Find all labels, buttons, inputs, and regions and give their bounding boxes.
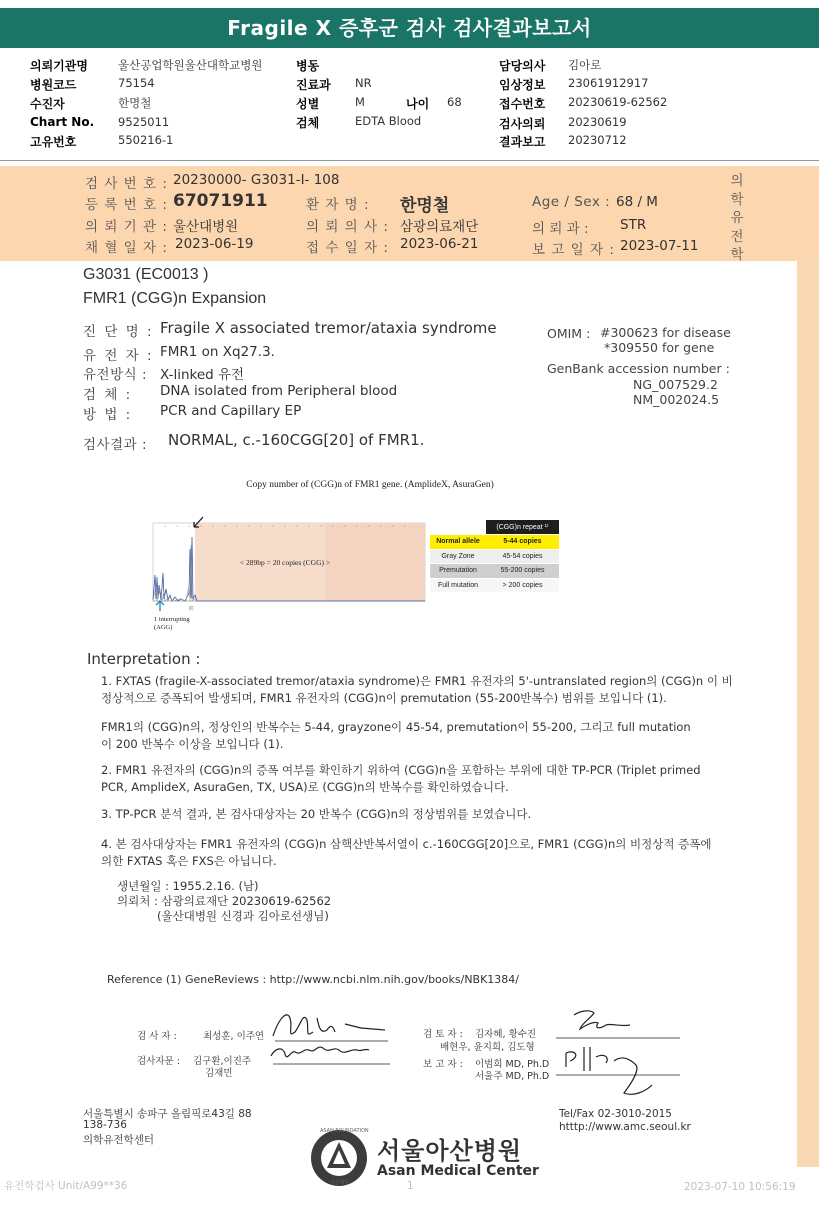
clinical-info-value: 23061912917: [568, 76, 649, 90]
test-no-label: 검 사 번 호 :: [85, 176, 168, 192]
hospital-code-label: 병원코드: [30, 78, 77, 92]
vertical-char: 전: [730, 228, 744, 245]
page-number: 1: [407, 1180, 414, 1192]
chart-no-value: 9525011: [118, 115, 170, 129]
dept-vertical-label: [727, 172, 747, 265]
request-date-label: 검사의뢰: [499, 117, 546, 131]
genbank-label: GenBank accession number :: [547, 361, 730, 376]
address-line3: 의학유전학센터: [83, 1134, 155, 1146]
reviewer-label: 검 토 자 :: [423, 1029, 463, 1040]
report-date-value: 2023-07-11: [620, 238, 699, 254]
premutation-range-cell: 55-200 copies: [486, 564, 559, 579]
req-inst-value: 울산대병원: [173, 219, 239, 235]
received-date-value: 2023-06-21: [400, 236, 479, 252]
vertical-char: 의: [730, 173, 744, 189]
sample-label: 검 체 :: [83, 387, 133, 403]
interpretation-p1b: FMR1의 (CGG)n의, 정상인의 반복수는 5-44, grayzone이 45-54, premutation이 55-200, 그리고 full mutation이 200 반복수 이상을 보입니다 (1).: [101, 720, 691, 751]
allele-class-table: [430, 520, 559, 593]
table-header-cell: (CGG)n repeat ¹⁾: [486, 520, 559, 535]
hospital-name-kr: 서울아산병원: [377, 1137, 523, 1165]
sex-label: 성별: [296, 97, 320, 111]
request-date-value: 20230619: [568, 115, 627, 129]
sex-value: M: [355, 95, 365, 109]
table-row: [430, 564, 559, 579]
dept-value: NR: [355, 76, 372, 90]
info-band-side: [754, 166, 819, 261]
genbank-ng: NG_007529.2: [633, 377, 718, 392]
tester-helper-names2: 김재민: [205, 1068, 233, 1079]
figure-caption-text: Copy number of (CGG)n of FMR1 gene. (AmplideX, AsuraGen): [246, 480, 494, 490]
unit-code: 유전학검사 Unit/A99**36: [4, 1180, 128, 1192]
unique-no-value: 550216-1: [118, 133, 174, 147]
genbank-nm: NM_002024.5: [633, 392, 720, 407]
receipt-no-label: 접수번호: [499, 97, 546, 111]
result-date-value: 20230712: [568, 133, 627, 147]
method-value: PCR and Capillary EP: [160, 403, 302, 419]
reporter-label: 보 고 자 :: [423, 1059, 463, 1070]
unique-no-label: 고유번호: [30, 135, 77, 149]
specimen-value: EDTA Blood: [355, 114, 422, 128]
diagnosis-value: Fragile X associated tremor/ataxia syndrome: [160, 319, 497, 337]
normal-allele-cell: Normal allele: [430, 535, 486, 550]
received-date-label: 접 수 일 자 :: [306, 240, 389, 256]
vertical-char: 학: [730, 247, 744, 263]
table-row: [430, 535, 559, 550]
normal-range-cell: 5-44 copies: [486, 535, 559, 550]
req-doctor-label: 의 뢰 의 사 :: [306, 219, 389, 235]
referrer-detail: (울산대병원 신경과 김아로선생님): [157, 909, 329, 923]
table-row: [430, 578, 559, 593]
req-dept-label: 의 뢰 과 :: [532, 221, 589, 237]
interpretation-p1a: 1. FXTAS (fragile-X-associated tremor/ataxia syndrome)은 FMR1 유전자의 5'-untranslated region의 (CGG)n 이 비정상적으로 증폭되어 발생되며, FMR1 유전자의 (CGG)n이 premutation (55-200반복수) 범위를 보입니다 (1).: [101, 674, 733, 705]
test-no-value: 20230000- G3031-I- 108: [173, 172, 340, 188]
band-shading-dark: [325, 523, 425, 601]
age-label: 나이: [406, 97, 430, 111]
reviewer-names1: 김자혜, 황수진: [475, 1029, 537, 1040]
doctor-value: 김아로: [568, 58, 602, 72]
omim-disease: #300623 for disease: [600, 325, 731, 340]
patient-value: 한명철: [118, 96, 152, 110]
test-name: FMR1 (CGG)n Expansion: [83, 290, 267, 307]
interrupt-arrow-icon: [156, 601, 164, 611]
result-label: 검사결과 :: [83, 437, 148, 453]
report-date-label: 보 고 일 자 :: [532, 242, 615, 258]
address-line2: 138-736: [83, 1119, 127, 1131]
inheritance-value: X-linked 유전: [160, 367, 245, 383]
method-label: 방 법 :: [83, 407, 133, 423]
collect-date-value: 2023-06-19: [175, 236, 254, 252]
result-value: NORMAL, c.-160CGG[20] of FMR1.: [168, 431, 425, 449]
vertical-char: 유: [730, 210, 744, 226]
agesex-label: Age / Sex :: [532, 194, 611, 210]
dept-label: 진료과: [296, 78, 331, 92]
hospital-name-en: Asan Medical Center: [377, 1163, 539, 1179]
interpretation-heading: Interpretation :: [87, 650, 201, 668]
tester-signature: [265, 998, 390, 1078]
reporter-names1: 이범희 MD, Ph.D: [475, 1059, 550, 1070]
tester-label: 검 사 자 :: [137, 1031, 177, 1042]
peak-labels: ▯▯: [189, 605, 194, 610]
agesex-value: 68 / M: [616, 194, 658, 210]
inst-name-label: 의뢰기관명: [30, 59, 88, 73]
reviewer-names2: 배현우, 윤지희, 김도형: [440, 1042, 535, 1053]
req-doctor-value: 삼광의료재단: [400, 219, 479, 235]
reviewer-signature: [550, 1005, 685, 1103]
reg-no-value: 67071911: [173, 191, 268, 211]
omim-label: OMIM :: [547, 326, 591, 341]
right-margin-strip: [797, 261, 819, 1167]
table-header-row: [430, 520, 559, 535]
tester-helper-names1: 김구환,이진주: [193, 1056, 252, 1067]
reg-no-label: 등 록 번 호 :: [85, 197, 168, 213]
electropherogram: [145, 515, 430, 615]
address-line1: 서울특별시 송파구 올림픽로43길 88: [83, 1108, 252, 1120]
interrupt-label-line: 1 interrupting: [154, 616, 190, 623]
ruler-ticks: [165, 525, 405, 527]
test-code: G3031 (EC0013 ): [83, 266, 209, 283]
print-timestamp: 2023-07-10 10:56:19: [684, 1181, 796, 1193]
seal-text-bottom: 아산재단: [330, 1180, 350, 1186]
diagnosis-label: 진 단 명 :: [83, 324, 154, 340]
tester-names: 최성훈, 이주연: [203, 1031, 265, 1042]
collect-date-label: 채 혈 일 자 :: [85, 240, 168, 256]
patient-name-label: 환 자 명 :: [306, 197, 370, 213]
gray-range-cell: 45-54 copies: [486, 549, 559, 564]
gene-label: 유 전 자 :: [83, 348, 154, 364]
vertical-char: 학: [730, 191, 744, 208]
full-range-cell: > 200 copies: [486, 578, 559, 593]
website-link[interactable]: htttp://www.amc.seoul.kr: [559, 1121, 691, 1133]
age-value: 68: [447, 95, 462, 109]
clinical-info-label: 임상정보: [499, 78, 546, 92]
hospital-code-value: 75154: [118, 76, 155, 90]
table-row: [430, 549, 559, 564]
omim-gene: *309550 for gene: [604, 340, 715, 355]
tester-helper-label: 검사자문 :: [137, 1056, 180, 1067]
interrupt-label-line: (AGG): [154, 624, 173, 631]
ward-label: 병동: [296, 59, 320, 73]
reference-link[interactable]: Reference (1) GeneReviews : http://www.ncbi.nlm.nih.gov/books/NBK1384/: [107, 973, 520, 986]
table-header-empty: [430, 520, 486, 535]
patient-name-value: 한명철: [400, 196, 450, 216]
interpretation-p3: 3. TP-PCR 분석 결과, 본 검사대상자는 20 반복수 (CGG)n의 정상범위를 보였습니다.: [101, 807, 532, 821]
premutation-cell: Premutation: [430, 564, 486, 579]
reporter-names2: 서울주 MD, Ph.D: [475, 1071, 550, 1082]
sample-value: DNA isolated from Peripheral blood: [160, 383, 398, 399]
req-inst-label: 의 뢰 기 관 :: [85, 219, 168, 235]
full-mutation-cell: Full mutation: [430, 578, 486, 593]
birth-date: 생년월일 : 1955.2.16. (남): [117, 879, 259, 893]
tel-fax: Tel/Fax 02-3010-2015: [559, 1108, 672, 1120]
seal-text: ASAN FOUNDATION: [320, 1128, 369, 1134]
gene-value: FMR1 on Xq27.3.: [160, 344, 275, 360]
chart-no-label: Chart No.: [30, 115, 95, 129]
referrer: 의뢰처 : 삼광의료재단 20230619-62562: [117, 894, 332, 908]
band-label: < 289bp = 20 copies (CGG) >: [239, 558, 331, 567]
figure-caption: [0, 480, 740, 490]
interpretation-p4: 4. 본 검사대상자는 FMR1 유전자의 (CGG)n 삼핵산반복서열이 c.-160CGG[20]으로, FMR1 (CGG)n의 비정상적 증폭에 의한 FXTAS 혹은 FXS은 아닙니다.: [101, 837, 712, 868]
inst-name-value: 울산공업학원울산대학교병원: [118, 58, 263, 72]
receipt-no-value: 20230619-62562: [568, 95, 668, 109]
patient-label: 수진자: [30, 97, 65, 111]
header-divider: [0, 160, 819, 161]
req-dept-value: STR: [620, 217, 647, 233]
report-title: Fragile X 증후군 검사 검사결과보고서: [0, 8, 819, 48]
result-date-label: 결과보고: [499, 135, 546, 149]
specimen-label: 검체: [296, 116, 320, 130]
interrupt-label: [154, 616, 190, 632]
gray-zone-cell: Gray Zone: [430, 549, 486, 564]
interpretation-p2: 2. FMR1 유전자의 (CGG)n의 증폭 여부를 확인하기 위하여 (CGG)n을 포함하는 부위에 대한 TP-PCR (Triplet primed PCR, AmplideX, AsuraGen, TX, USA)로 (CGG)n의 반복수를 확인하였습니다.: [101, 763, 701, 794]
doctor-label: 담당의사: [499, 59, 546, 73]
inheritance-label: 유전방식 :: [83, 367, 148, 383]
